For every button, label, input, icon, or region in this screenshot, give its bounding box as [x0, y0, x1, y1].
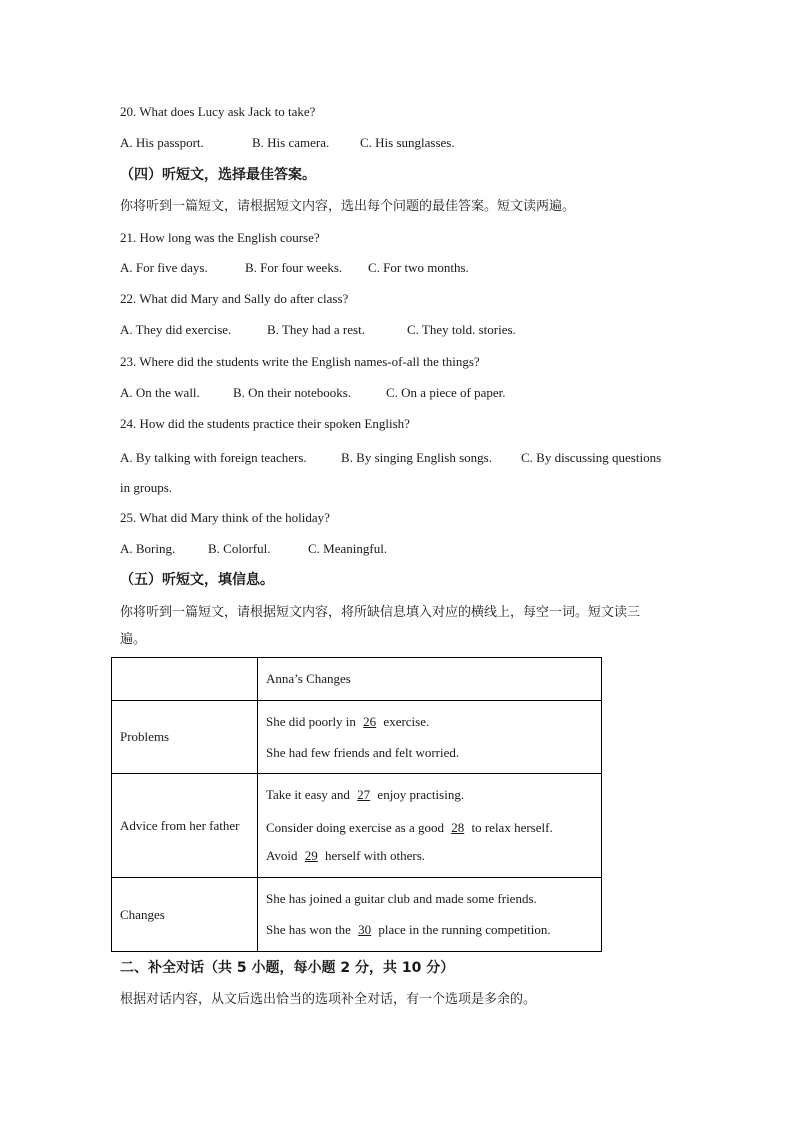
content-line: She had few friends and felt worried.	[266, 744, 460, 760]
row-label: Problems	[112, 701, 258, 774]
answer-blank-26: 26	[363, 713, 377, 729]
option-a: A. Boring.	[120, 541, 176, 556]
option-b: B. They had a rest.	[267, 322, 365, 337]
question-text: 22. What did Mary and Sally do after class?	[120, 291, 349, 306]
option-a: A. By talking with foreign teachers.	[120, 450, 307, 465]
part-2-instruction: 根据对话内容，从文后选出恰当的选项补全对话，有一个选项是多余的。	[120, 992, 537, 1007]
option-c: C. For two months.	[368, 260, 469, 275]
row-content	[258, 701, 602, 774]
table-row	[112, 701, 602, 774]
content-line: Consider doing exercise as a good 28 to relax herself.	[266, 820, 553, 835]
question-text: 24. How did the students practice their spoken English?	[120, 416, 410, 431]
options-row	[120, 322, 516, 338]
section-5-instruction-line-2: 遍。	[120, 632, 147, 647]
options-row	[120, 135, 455, 151]
option-continuation: in groups.	[120, 480, 172, 495]
option-a: A. His passport.	[120, 135, 204, 150]
table-corner-cell	[112, 658, 258, 701]
option-b: B. For four weeks.	[245, 260, 343, 275]
option-b: B. By singing English songs.	[341, 450, 492, 465]
section-4-heading: （四）听短文，选择最佳答案。	[120, 167, 316, 183]
option-a: A. On the wall.	[120, 385, 200, 400]
content-line: She has joined a guitar club and made some friends.	[266, 891, 537, 906]
option-b: B. Colorful.	[208, 541, 271, 556]
option-a: A. For five days.	[120, 260, 208, 275]
options-row	[120, 541, 387, 557]
answer-blank-30: 30	[358, 922, 372, 937]
answer-blank-29: 29	[304, 848, 318, 863]
part-2-heading: 二、补全对话（共 5 小题，每小题 2 分，共 10 分）	[120, 960, 455, 976]
section-5-heading: （五）听短文，填信息。	[120, 572, 274, 588]
content-line: Take it easy and 27 enjoy practising.	[266, 787, 465, 802]
option-b: B. His camera.	[252, 135, 330, 150]
answer-blank-27: 27	[357, 787, 371, 802]
option-b: B. On their notebooks.	[233, 385, 352, 400]
table-row	[112, 878, 602, 952]
question-text: 23. Where did the students write the English names-of-all the things?	[120, 354, 480, 369]
table-title: Anna’s Changes	[258, 658, 602, 701]
question-text: 21. How long was the English course?	[120, 230, 320, 245]
option-c: C. On a piece of paper.	[386, 385, 506, 400]
row-content	[258, 774, 602, 878]
options-row	[120, 260, 469, 276]
row-label: Changes	[112, 878, 258, 952]
row-label: Advice from her father	[112, 774, 258, 878]
section-5-instruction-line-1: 你将听到一篇短文，请根据短文内容，将所缺信息填入对应的横线上，每空一词。短文读三	[120, 605, 641, 620]
answer-blank-28: 28	[451, 820, 465, 835]
content-line: Avoid 29 herself with others.	[266, 848, 426, 863]
option-c: C. His sunglasses.	[360, 135, 455, 150]
row-content	[258, 878, 602, 952]
question-text: 20. What does Lucy ask Jack to take?	[120, 104, 316, 119]
section-4-instruction: 你将听到一篇短文，请根据短文内容，选出每个问题的最佳答案。短文读两遍。	[120, 199, 576, 214]
content-line: She did poorly in 26 exercise.	[266, 713, 430, 729]
option-c: C. Meaningful.	[308, 541, 388, 556]
options-row	[120, 450, 661, 466]
option-c: C. By discussing questions	[521, 450, 662, 465]
content-line: She has won the 30 place in the running competition.	[266, 922, 551, 937]
option-a: A. They did exercise.	[120, 322, 232, 337]
option-c: C. They told. stories.	[407, 322, 516, 337]
table-row	[112, 774, 602, 878]
question-text: 25. What did Mary think of the holiday?	[120, 510, 330, 525]
table-header-row	[112, 658, 602, 701]
anna-changes-table	[111, 657, 602, 952]
options-row	[120, 385, 505, 401]
